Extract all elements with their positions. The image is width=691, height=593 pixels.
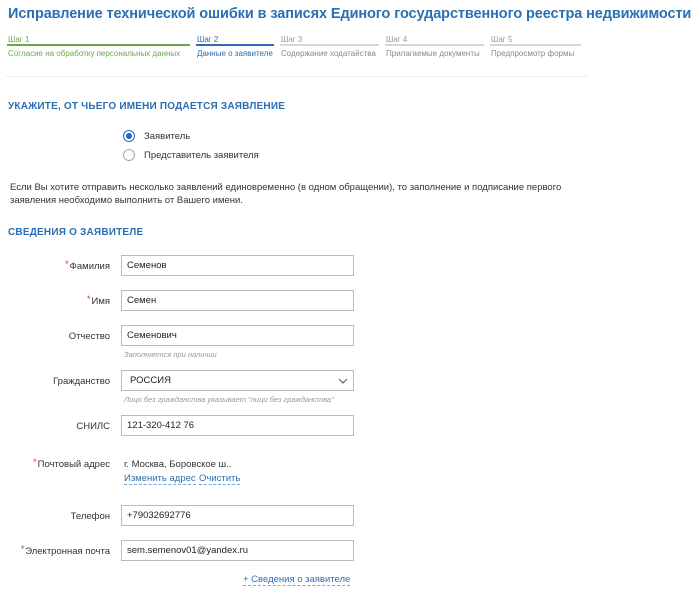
step-name: Данные о заявителе	[197, 49, 273, 58]
step-number: Шаг 3	[281, 35, 303, 44]
applicant-info-heading: СВЕДЕНИЯ О ЗАЯВИТЕЛЕ	[8, 227, 144, 238]
chevron-down-icon	[338, 376, 348, 386]
page-title: Исправление технической ошибки в записях Единого государственного реестра недвижимости	[8, 6, 691, 22]
last-name-label	[0, 261, 110, 272]
step-number: Шаг 2	[197, 35, 219, 44]
step-progress-bar	[196, 44, 274, 46]
step-number: Шаг 5	[491, 35, 513, 44]
step-progress-bar	[490, 44, 581, 46]
label-text: Фамилия	[69, 261, 110, 272]
step-3[interactable]	[280, 33, 385, 73]
required-mark: *	[65, 259, 69, 269]
phone-label: Телефон	[70, 511, 110, 522]
radio-button[interactable]	[123, 149, 135, 161]
step-progress-bar	[385, 44, 484, 46]
radio-representative[interactable]	[123, 147, 259, 163]
step-1[interactable]	[7, 33, 196, 73]
radio-label: Представитель заявителя	[144, 149, 259, 161]
add-applicant-info-link[interactable]: + Сведения о заявителе	[243, 574, 351, 585]
step-name: Содержание ходатайства	[281, 49, 376, 58]
step-5[interactable]	[490, 33, 587, 73]
step-name: Прилагаемые документы	[386, 49, 480, 58]
postal-address-value: г. Москва, Боровское ш..	[124, 459, 232, 470]
label-text: Почтовый адрес	[37, 459, 110, 470]
step-2[interactable]	[196, 33, 280, 73]
citizenship-select[interactable]	[121, 370, 354, 391]
step-4[interactable]	[385, 33, 490, 73]
label-text: Имя	[91, 296, 110, 307]
label-text: Электронная почта	[25, 546, 110, 557]
email-label	[0, 546, 110, 557]
citizenship-selected-value: РОССИЯ	[130, 375, 171, 386]
patronymic-hint: Заполняется при наличии	[124, 350, 217, 359]
multi-application-notice: Если Вы хотите отправить несколько заявлений единовременно (в одном обращении), то заполнение и подписание первого заявления необходимо выполнить от Вашего имени.	[10, 182, 562, 206]
change-address-link[interactable]: Изменить адрес	[124, 473, 196, 484]
snils-input[interactable]: 121-320-412 76	[121, 415, 354, 436]
email-input[interactable]: sem.semenov01@yandex.ru	[121, 540, 354, 561]
required-mark: *	[86, 294, 91, 304]
step-number: Шаг 4	[386, 35, 408, 44]
radio-applicant[interactable]	[123, 128, 190, 144]
citizenship-label: Гражданство	[53, 376, 110, 387]
patronymic-label: Отчество	[68, 331, 110, 342]
first-name-label	[0, 296, 110, 307]
step-name: Согласие на обработку персональных данных	[8, 49, 181, 58]
snils-label: СНИЛС	[76, 421, 110, 432]
step-progress-bar	[280, 44, 379, 46]
required-mark: *	[33, 457, 37, 467]
patronymic-input[interactable]: Семенович	[121, 325, 354, 346]
last-name-input[interactable]: Семенов	[121, 255, 354, 276]
first-name-input[interactable]: Семен	[121, 290, 354, 311]
step-number: Шаг 1	[8, 35, 30, 44]
divider	[6, 76, 588, 77]
step-progress-bar	[7, 44, 190, 46]
clear-address-link[interactable]: Очистить	[199, 473, 241, 484]
required-mark: *	[20, 544, 25, 554]
applicant-type-heading: УКАЖИТЕ, ОТ ЧЬЕГО ИМЕНИ ПОДАЕТСЯ ЗАЯВЛЕНИЕ	[8, 101, 286, 112]
radio-label: Заявитель	[144, 130, 191, 142]
citizenship-hint: Лицо без гражданства указывает "лицо без гражданства"	[124, 395, 334, 404]
radio-button-checked[interactable]	[123, 130, 135, 142]
postal-address-label	[0, 459, 110, 470]
wizard-steps	[7, 33, 587, 77]
step-name: Предпросмотр формы	[491, 49, 575, 58]
phone-input[interactable]: +79032692776	[121, 505, 354, 526]
